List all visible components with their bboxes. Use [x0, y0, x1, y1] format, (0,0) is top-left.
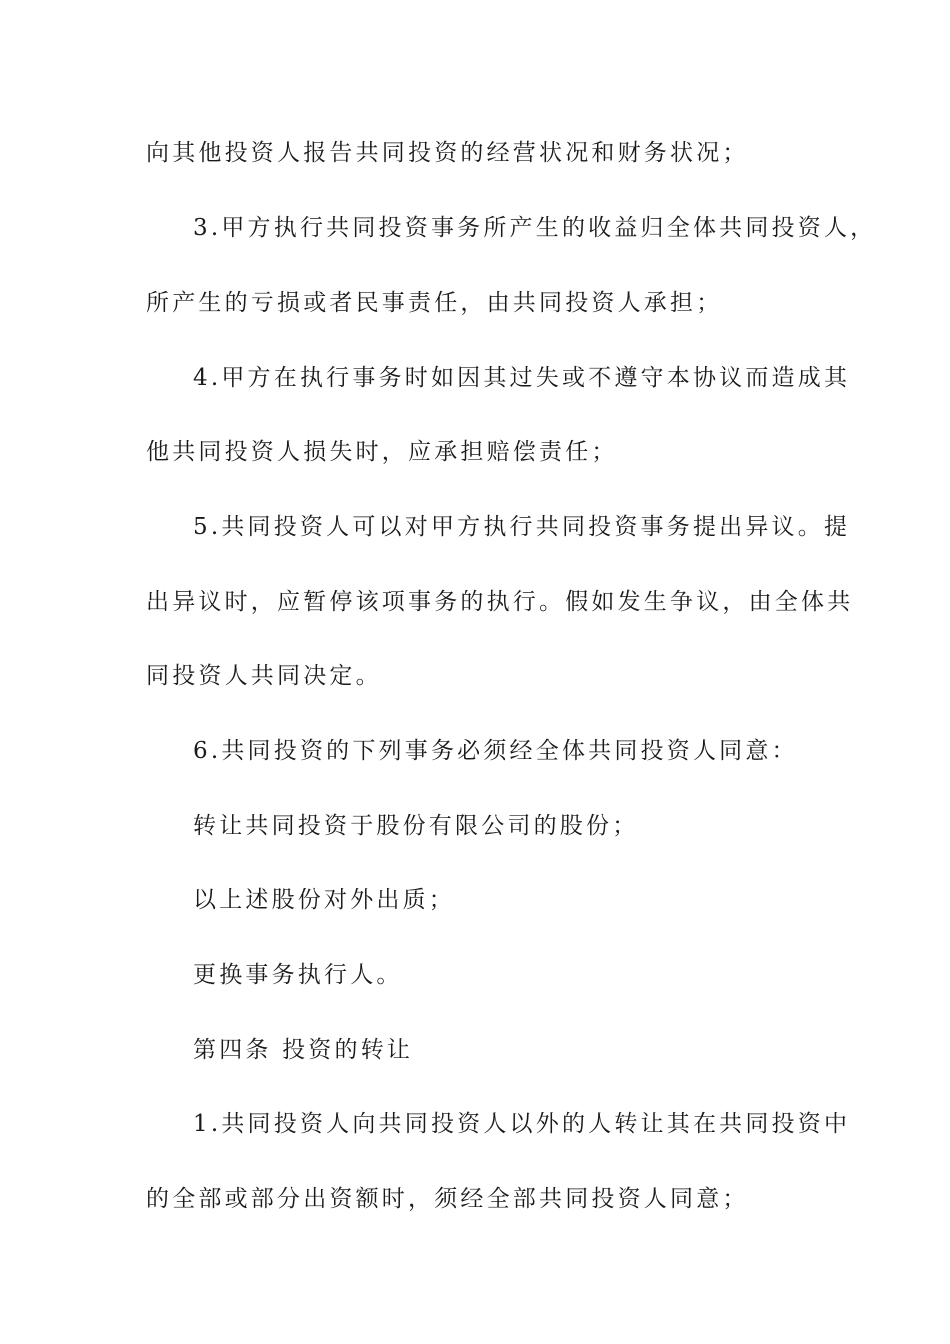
paragraph-line: 转让共同投资于股份有限公司的股份；	[193, 813, 639, 839]
paragraph-line: 他共同投资人损失时，应承担赔偿责任；	[146, 439, 618, 465]
paragraph-line: 所产生的亏损或者民事责任，由共同投资人承担；	[146, 290, 723, 316]
paragraph-line: 更换事务执行人。	[193, 962, 403, 988]
paragraph-line: 5.共同投资人可以对甲方执行共同投资事务提出异议。提	[193, 514, 851, 540]
paragraph-line: 以上述股份对外出质；	[193, 887, 455, 913]
paragraph-line: 的全部或部分出资额时，须经全部共同投资人同意；	[146, 1186, 749, 1212]
paragraph-line: 出异议时，应暂停该项事务的执行。假如发生争议，由全体共	[146, 589, 854, 615]
section-heading: 第四条 投资的转让	[193, 1037, 414, 1063]
paragraph-line: 向其他投资人报告共同投资的经营状况和财务状况；	[146, 140, 749, 166]
paragraph-line: 6.共同投资的下列事务必须经全体共同投资人同意：	[193, 738, 798, 764]
paragraph-line: 4.甲方在执行事务时如因其过失或不遵守本协议而造成其	[193, 365, 851, 391]
paragraph-line: 1.共同投资人向共同投资人以外的人转让其在共同投资中	[193, 1111, 851, 1137]
paragraph-line: 3.甲方执行共同投资事务所产生的收益归全体共同投资人，	[193, 215, 877, 241]
paragraph-line: 同投资人共同决定。	[146, 663, 382, 689]
